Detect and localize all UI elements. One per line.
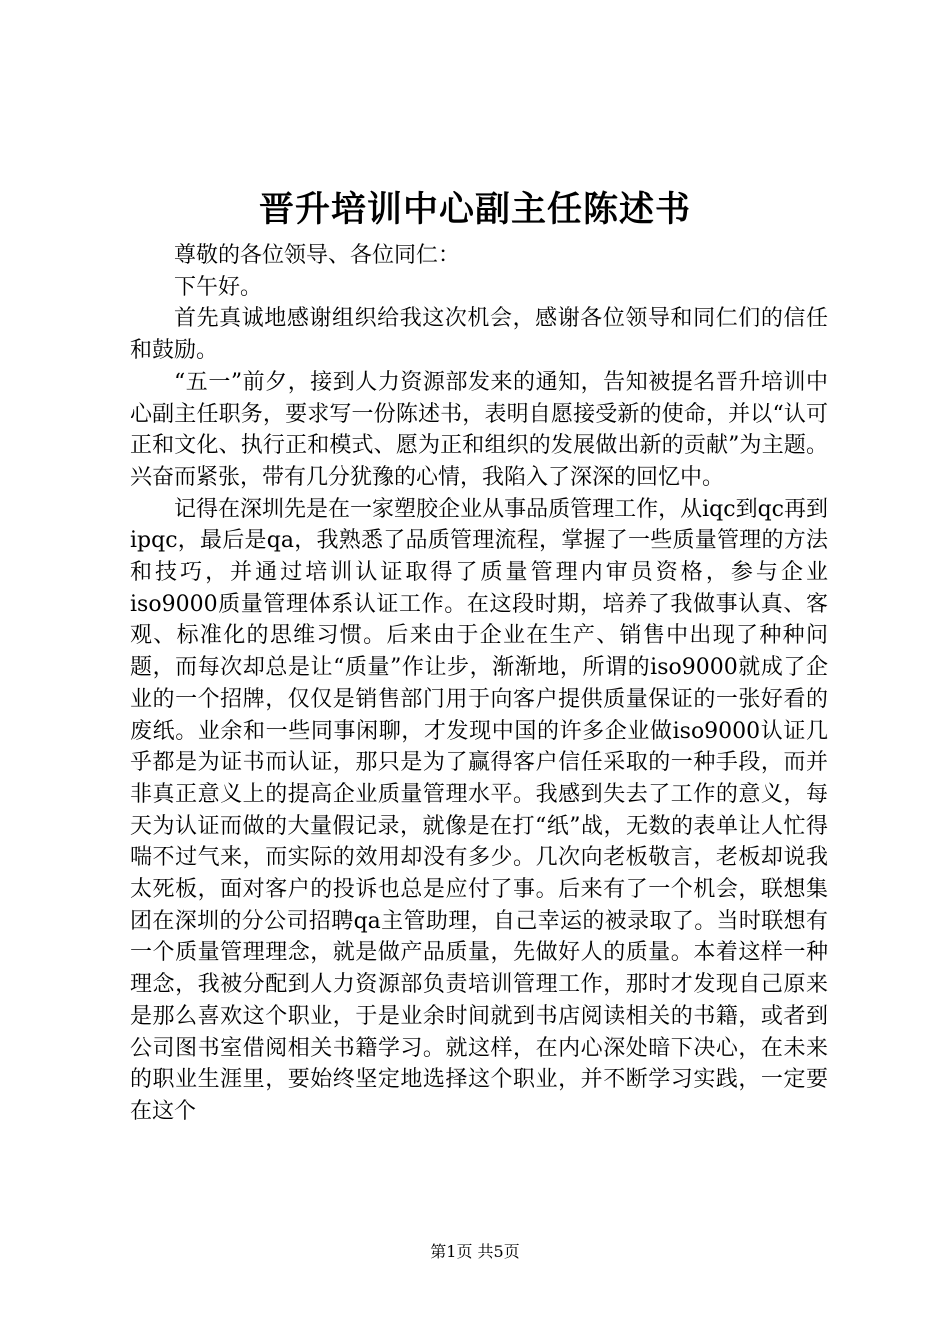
document-title: 晋升培训中心副主任陈述书 (258, 189, 691, 230)
greeting: 下午好。 (174, 274, 263, 300)
document-body (130, 240, 828, 1128)
paragraph: 首先真诚地感谢组织给我这次机会，感谢各位领导和同仁们的信任和鼓励。 (130, 306, 828, 364)
page-footer: 第1页 共5页 (430, 1242, 520, 1261)
paragraph: 记得在深圳先是在一家塑胶企业从事品质管理工作，从iqc到qc再到ipqc，最后是qa，我熟悉了品质管理流程，掌握了一些质量管理的方法和技巧，并通过培训认证取得了质量管理内审员资格，参与企业iso9000质量管理体系认证工作。在这段时期，培养了我做事认真、客观、标准化的思维习惯。后来由于企业在生产、销售中出现了种种问题，而每次却总是让“质量”作让步，渐渐地，所谓的iso9000就成了企业的一个招牌，仅仅是销售部门用于向客户提供质量保证的一张好看的废纸。业余和一些同事闲聊，才发现中国的许多企业做iso9000认证几乎都是为证书而认证，那只是为了赢得客户信任采取的一种手段，而并非真正意义上的提高企业质量管理水平。我感到失去了工作的意义，每天为认证而做的大量假记录，就像是在打“纸”战，无数的表单让人忙得喘不过气来，而实际的效用却没有多少。几次向老板敬言，老板却说我太死板，面对客户的投诉也总是应付了事。后来有了一个机会，联想集团在深圳的分公司招聘qa主管助理，自己幸运的被录取了。当时联想有一个质量管理理念，就是做产品质量，先做好人的质量。本着这样一种理念，我被分配到人力资源部负责培训管理工作，那时才发现自己原来是那么喜欢这个职业，于是业余时间就到书店阅读相关的书籍，或者到公司图书室借阅相关书籍学习。就这样，在内心深处暗下决心，在未来的职业生涯里，要始终坚定地选择这个职业，并不断学习实践，一定要在这个 (130, 496, 828, 1124)
paragraph: “五一”前夕，接到人力资源部发来的通知，告知被提名晋升培训中心副主任职务，要求写一份陈述书，表明自愿接受新的使命，并以“认可正和文化、执行正和模式、愿为正和组织的发展做出新的贡献”为主题。兴奋而紧张，带有几分犹豫的心情，我陷入了深深的回忆中。 (130, 369, 828, 490)
salutation: 尊敬的各位领导、各位同仁： (174, 243, 461, 268)
